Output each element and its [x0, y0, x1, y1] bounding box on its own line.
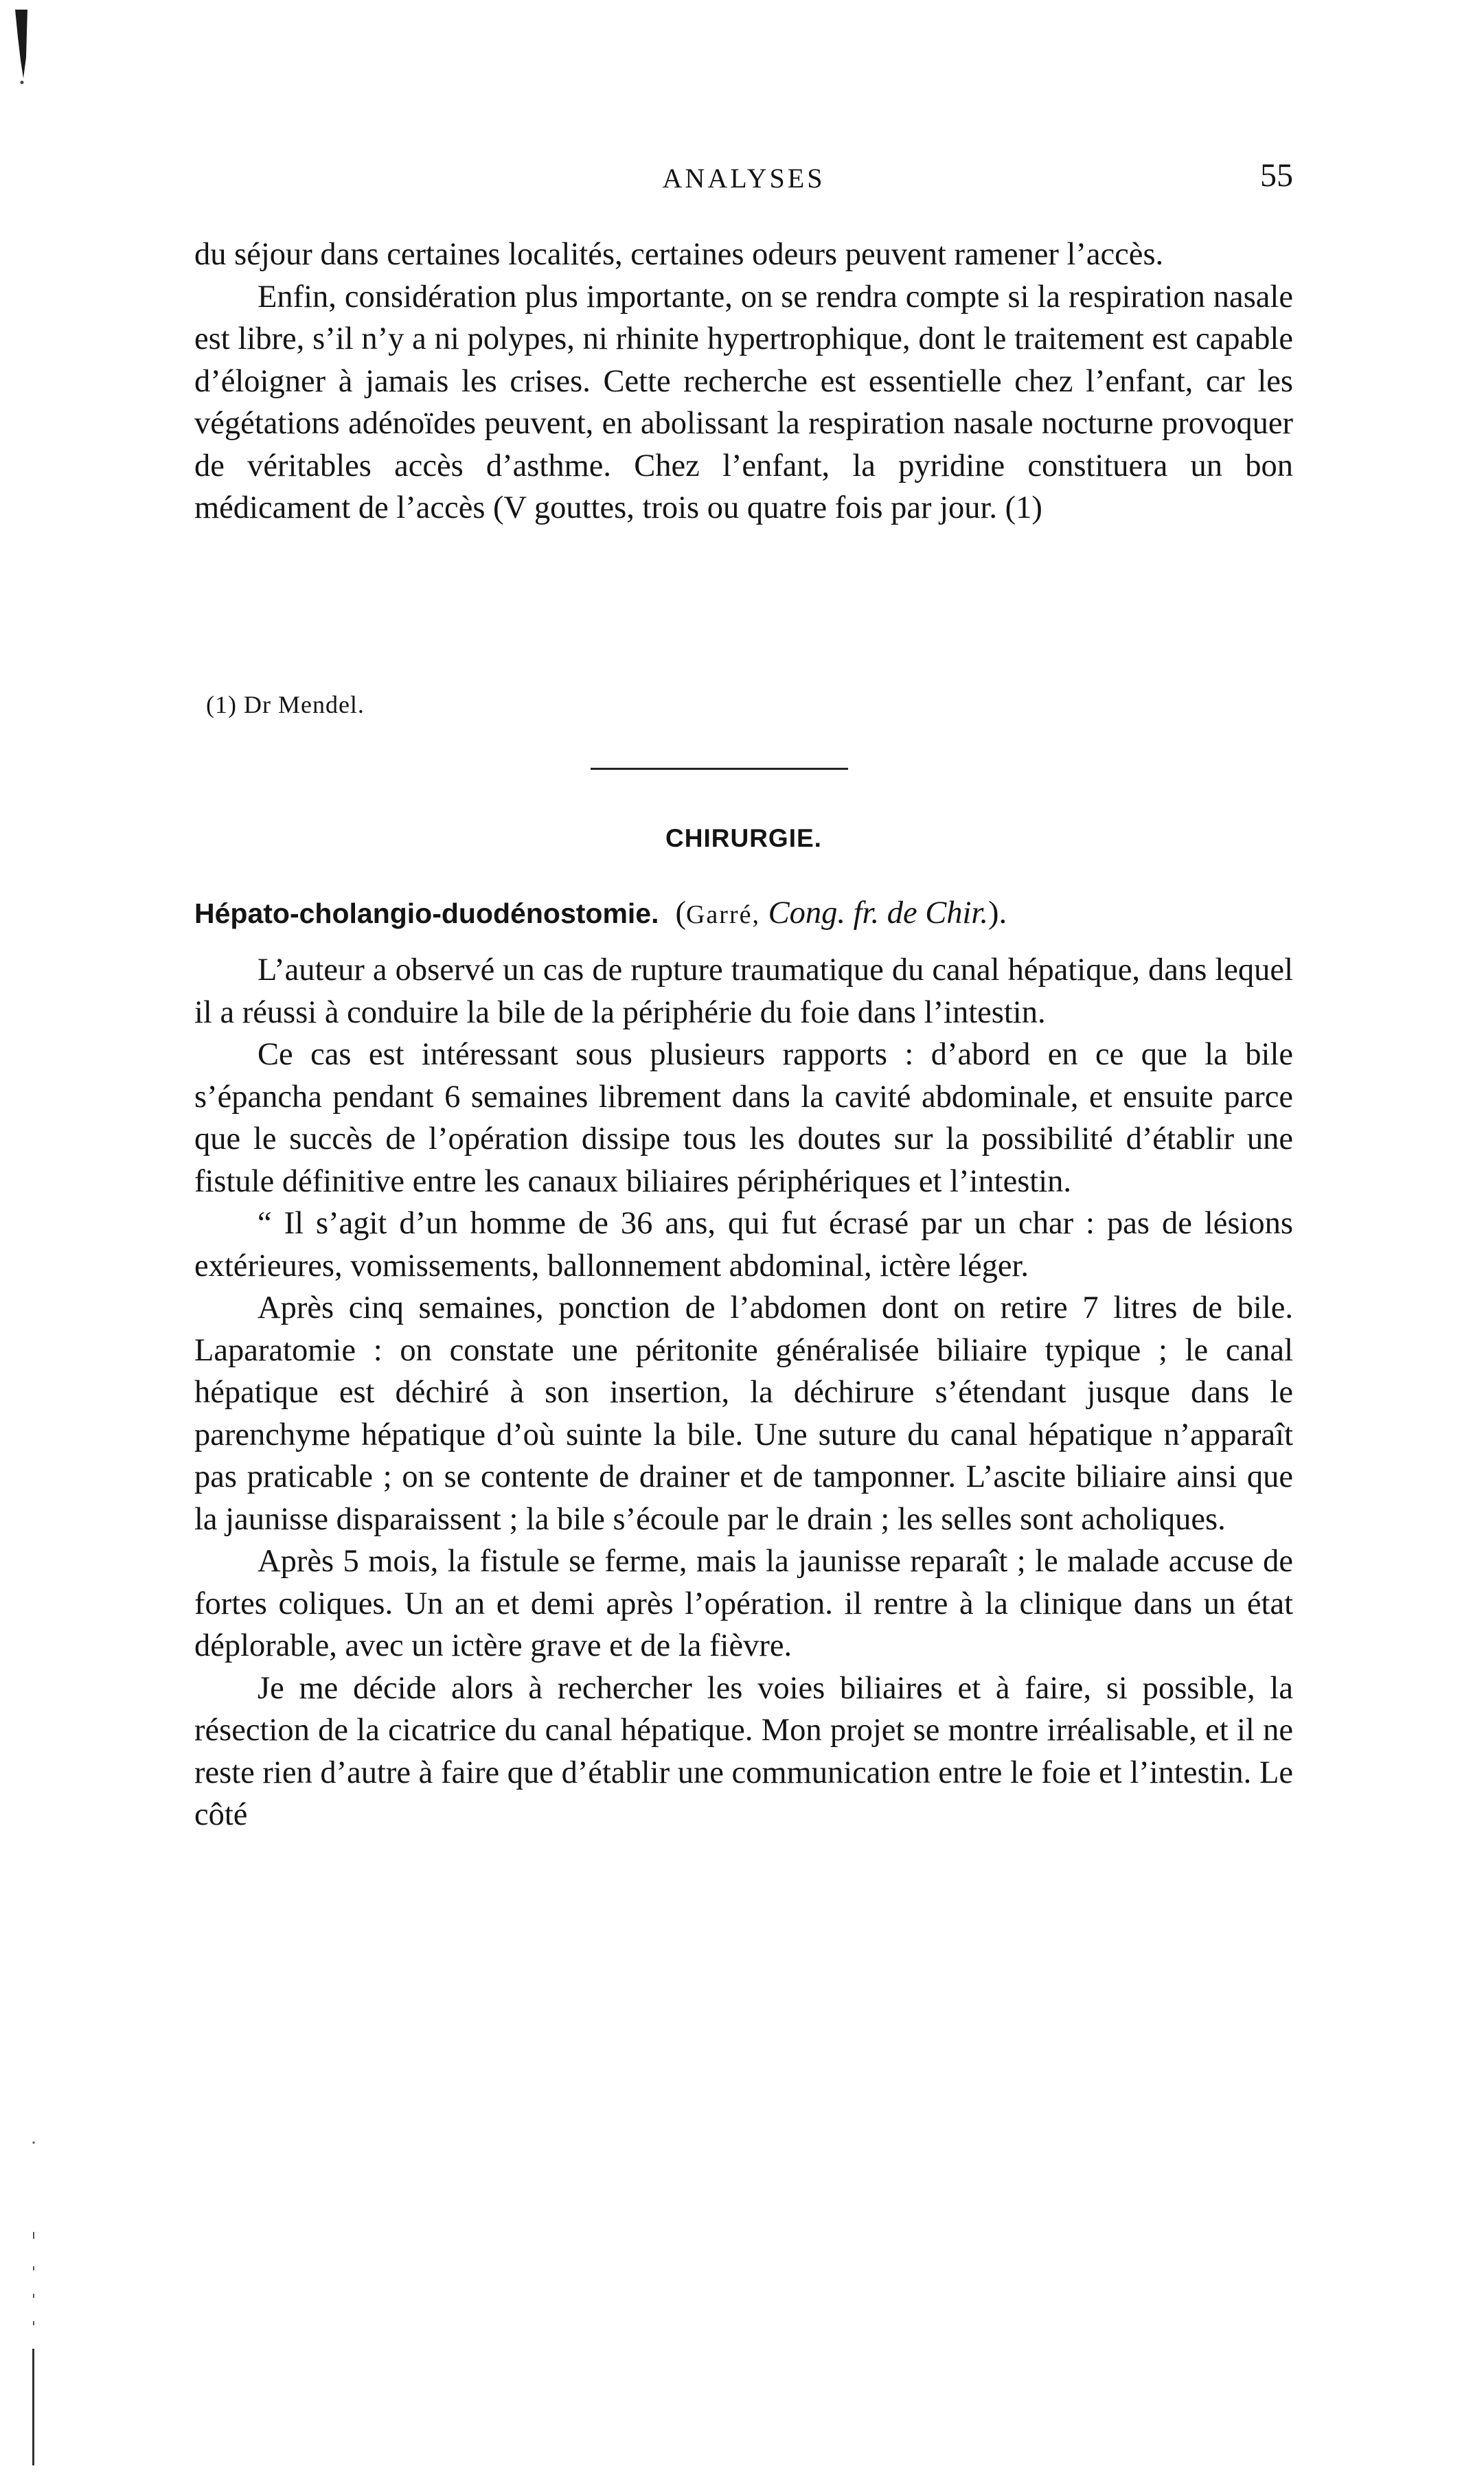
asthma-continuation: [194, 233, 1293, 529]
footnote: (1) Dr Mendel.: [206, 691, 365, 718]
source-open-paren: (: [675, 896, 686, 931]
source-author: Garré,: [685, 900, 760, 929]
paragraph: du séjour dans certaines localités, certaines odeurs peuvent ramener l’accès.: [194, 237, 1164, 272]
paragraph: “ Il s’agit d’un homme de 36 ans, qui fut écrasé par un char : pas de lésions extérieures, vomissements, ballonnement abdominal, ictère léger.: [194, 1206, 1293, 1284]
source-close-paren: ).: [988, 896, 1007, 931]
scan-margin-ticks: [30, 2129, 37, 2472]
paragraph: Enfin, considération plus importante, on se rendra compte si la respiration nasale est libre, s’il n’y a ni polypes, ni rhinite hypertrophique, dont le traitement est capable d’éloigner à jamais les crises. Cette recherche est essentielle chez l’enfant, car les végétations adénoïdes peuvent, en abolissant la respiration nasale nocturne provoquer de véritables accès d’asthme. Chez l’enfant, la pyridine constituera un bon médicament de l’accès (V gouttes, trois ou quatre fois par jour. (1): [194, 279, 1293, 525]
article-title-line: [194, 895, 1293, 931]
article-title: Hépato-cholangio-duodénostomie.: [194, 898, 659, 929]
paragraph: Ce cas est intéressant sous plusieurs rapports : d’abord en ce que la bile s’épancha pendant 6 semaines librement dans la cavité abdominale, et ensuite parce que le succès de l’opération dissipe tous les doutes sur la possibilité d’établir une fistule définitive entre les canaux biliaires périphériques et l’intestin.: [194, 1037, 1293, 1199]
article-body: [194, 949, 1293, 1836]
scan-corner-mark: [14, 10, 29, 85]
source-journal: Cong. fr. de Chir.: [768, 896, 988, 931]
paragraph: Après cinq semaines, ponction de l’abdomen dont on retire 7 litres de bile. Laparatomie : on constate une péritonite généralisée biliaire typique ; le canal hépatique est déchiré à son insertion, la déchirure s’étendant jusque dans le parenchyme hépatique d’où suinte la bile. Une suture du canal hépatique n’apparaît pas praticable ; on se contente de drainer et de tamponner. L’ascite biliaire ainsi que la jaunisse disparaissent ; la bile s’écoule par le drain ; les selles sont acholiques.: [194, 1290, 1293, 1537]
paragraph: Je me décide alors à rechercher les voies biliaires et à faire, si possible, la résection de la cicatrice du canal hépatique. Mon projet se montre irréalisable, et il ne reste rien d’autre à faire que d’établir une communication entre le foie et l’intestin. Le côté: [194, 1670, 1293, 1832]
paragraph: L’auteur a observé un cas de rupture traumatique du canal hépatique, dans lequel il a réussi à conduire la bile de la périphérie du foie dans l’intestin.: [194, 953, 1293, 1030]
section-divider: [591, 768, 848, 770]
running-title: ANALYSES: [662, 163, 825, 194]
page-number: 55: [1260, 157, 1293, 194]
paragraph: Après 5 mois, la fistule se ferme, mais la jaunisse reparaît ; le malade accuse de fortes coliques. Un an et demi après l’opération. il rentre à la clinique dans un état déplorable, avec un ictère grave et de la fièvre.: [194, 1544, 1293, 1663]
section-heading: CHIRURGIE.: [665, 824, 822, 852]
page-header: [194, 157, 1293, 198]
article-source: [675, 896, 1007, 931]
